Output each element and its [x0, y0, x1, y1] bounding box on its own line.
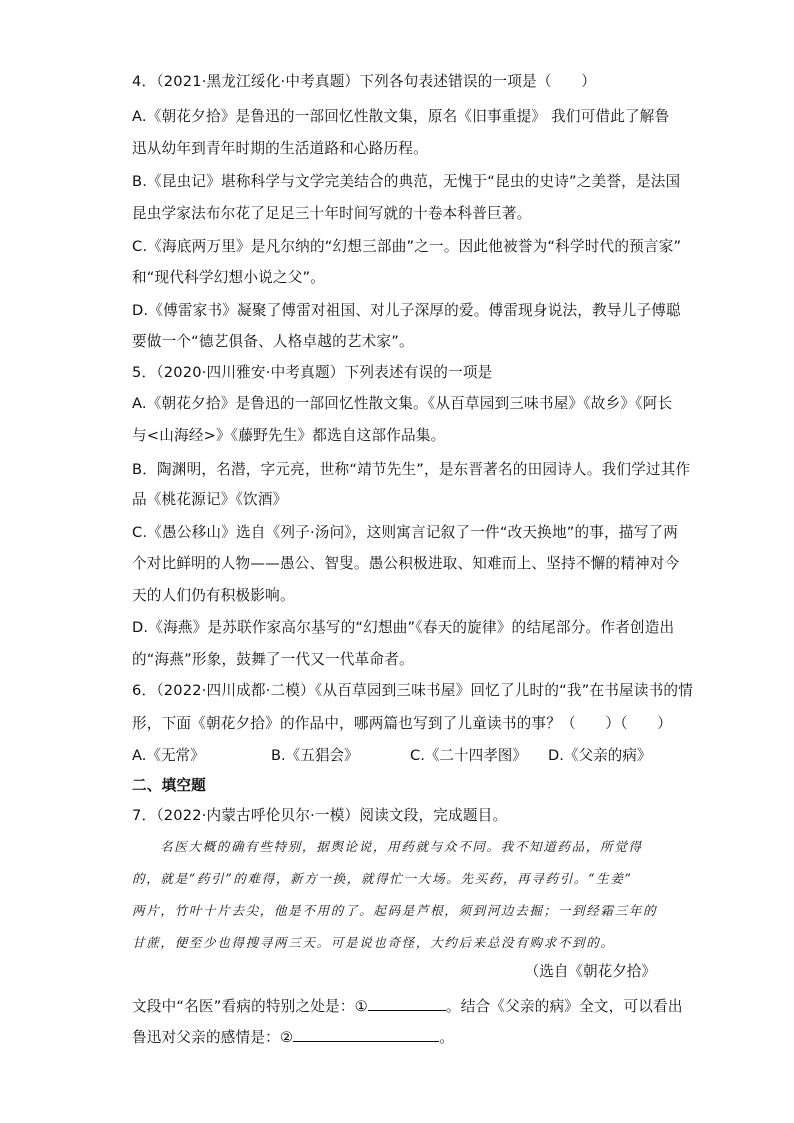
q7-question-line1: [132, 996, 683, 1017]
section-heading-fill-in: 二、填空题: [132, 777, 206, 794]
q5-stem: 5．（2020·四川雅安·中考真题）下列表述有误的一项是: [132, 364, 493, 381]
q6-stem-line1: 6．（2022·四川成都·二模）《从百草园到三味书屋》回忆了儿时的“我”在书屋读书的情: [132, 682, 694, 699]
answer-blank-2[interactable]: [293, 1027, 439, 1042]
q7-passage-line4: 甘蔗，便至少也得搜寻两三天。可是说也奇怪，大约后来总没有购求不到的。: [132, 935, 615, 950]
q5-option-d-line2: 的“海燕”形象，鼓舞了一代又一代革命者。: [132, 651, 414, 668]
q7-passage-line3: 两片，竹叶十片去尖，他是不用的了。起码是芦根，须到河边去掘；一到经霜三年的: [132, 903, 658, 918]
q4-stem: 4．（2021·黑龙江绥化·中考真题）下列各句表述错误的一项是（ ）: [132, 73, 597, 90]
q7-question1-suffix: 。结合《父亲的病》全文，可以看出: [445, 998, 683, 1015]
q5-option-a-line2: 与<山海经>》《藤野先生》都选自这部作品集。: [132, 427, 446, 444]
q7-passage-line1: 名医大概的确有些特别，据舆论说，用药就与众不同。我不知道药品，所觉得: [160, 839, 643, 854]
q4-option-b-line2: 昆虫学家法布尔花了足足三十年时间写就的十卷本科普巨著。: [132, 205, 532, 222]
q4-option-b-line1: B.《昆虫记》堪称科学与文学完美结合的典范，无愧于“昆虫的史诗”之美誉，是法国: [132, 173, 681, 190]
q5-option-d-line1: D.《海燕》是苏联作家高尔基写的“幻想曲”《春天的旋律》的结尾部分。作者创造出: [132, 619, 675, 636]
q5-option-a-line1: A.《朝花夕拾》是鲁迅的一部回忆性散文集。《从百草园到三味书屋》《故乡》《阿长: [132, 395, 673, 412]
q7-question1-prefix: 文段中“名医”看病的特别之处是：①: [132, 998, 368, 1015]
q6-option-c: C.《二十四孝图》: [410, 747, 527, 764]
q5-option-b-line2: 品《桃花源记》《饮酒》: [132, 491, 288, 508]
q6-option-d: D.《父亲的病》: [548, 747, 652, 764]
q4-option-a-line2: 迅从幼年到青年时期的生活道路和心路历程。: [132, 140, 428, 157]
q7-question-line2: [132, 1027, 454, 1048]
q4-option-c-line2: 和“现代科学幻想小说之父”。: [132, 269, 326, 286]
q5-option-b-line1: B．陶渊明，名潜，字元亮，世称“靖节先生”，是东晋著名的田园诗人。我们学过其作: [132, 461, 691, 478]
q7-stem: 7．（2022·内蒙古呼伦贝尔·一模）阅读文段，完成题目。: [132, 807, 508, 824]
q4-option-c-line1: C.《海底两万里》是凡尔纳的“幻想三部曲”之一。因此他被誉为“科学时代的预言家”: [132, 238, 682, 255]
q5-option-c-line3: 天的人们仍有积极影响。: [132, 587, 295, 604]
q4-option-d-line2: 要做一个“德艺俱备、人格卓越的艺术家”。: [132, 333, 414, 350]
q6-option-a: A.《无常》: [132, 747, 205, 764]
q7-question2-prefix: 鲁迅对父亲的感情是：②: [132, 1029, 294, 1046]
q7-passage-line2: 的，就是“药引”的难得，新方一换，就得忙一大场。先买药，再寻药引。“生姜”: [132, 871, 633, 886]
q4-option-a-line1: A.《朝花夕拾》是鲁迅的一部回忆性散文集，原名《旧事重提》 我们可借此了解鲁: [132, 108, 670, 125]
q6-option-b: B.《五猖会》: [271, 747, 359, 764]
answer-blank-1[interactable]: [368, 996, 446, 1011]
q7-question2-suffix: 。: [439, 1029, 455, 1046]
q6-stem-line2: 形，下面《朝花夕拾》的作品中，哪两篇也写到了儿童读书的事？（ ）（ ）: [132, 715, 673, 732]
q5-option-c-line1: C.《愚公移山》选自《列子·汤问》，这则寓言记叙了一件“改天换地”的事，描写了两: [132, 524, 679, 541]
q4-option-d-line1: D.《傅雷家书》凝聚了傅雷对祖国、对儿子深厚的爱。傅雷现身说法，教导儿子傅聪: [132, 302, 681, 319]
q7-passage-source: （选自《朝花夕拾》: [524, 963, 656, 980]
q5-option-c-line2: 个对比鲜明的人物——愚公、智叟。愚公积极进取、知难而上、坚持不懈的精神对今: [132, 555, 680, 572]
